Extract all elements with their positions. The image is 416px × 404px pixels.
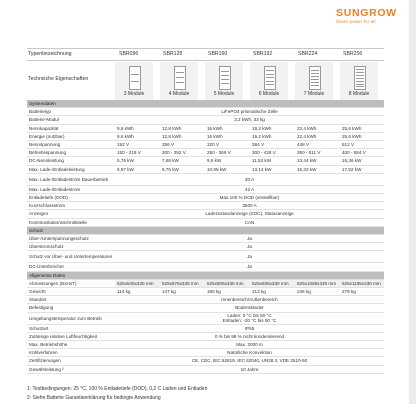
cell: 19,2 kWh	[250, 124, 295, 132]
module-cell	[295, 62, 333, 102]
cell: 400 - 584 V	[340, 149, 384, 157]
cell: 320 V	[205, 141, 250, 149]
table-row	[27, 210, 384, 218]
cell: 15,36 kW	[340, 157, 384, 165]
cell: 625x1065x330 mm	[295, 279, 340, 287]
cell: 180 kg	[205, 288, 250, 296]
table-row	[27, 108, 384, 116]
row-label: Schutz vor Über- und Untertemperaturen	[27, 251, 115, 263]
cell: 16 kWh	[205, 124, 250, 132]
section-title: Systemdaten	[27, 100, 384, 108]
table-row	[27, 341, 384, 349]
cell: 8,76 kW	[160, 165, 205, 173]
cell: 256 V	[160, 141, 205, 149]
model-label: SBR192	[253, 51, 273, 57]
cell: 512 V	[340, 141, 384, 149]
cell: 17,52 kW	[340, 165, 384, 173]
cell: 22,4 kWh	[295, 132, 340, 140]
module-count: 6 Module	[258, 91, 280, 97]
row-value: Ladezustandanzeige (SOC), Statusanzeige	[115, 210, 384, 218]
table-row	[27, 185, 384, 193]
table-row	[27, 243, 384, 251]
row-value: Bodenständer	[115, 304, 384, 312]
model-label: SBR160	[208, 51, 228, 57]
row-value: 0 % bis 95 % nicht kondensierend	[115, 332, 384, 340]
module-cell	[340, 62, 378, 102]
table-row	[27, 349, 384, 357]
type-designation-label: Typenbezeichnung	[28, 51, 72, 57]
cell: 625x805x330 mm	[205, 279, 250, 287]
row-label: Befestigung	[27, 304, 115, 312]
cell: 147 kg	[160, 288, 205, 296]
battery-stack-icon	[219, 66, 231, 90]
table-row	[27, 157, 384, 165]
row-label: Kurzschlussstrom	[27, 202, 115, 210]
table-row	[27, 279, 384, 287]
cell: 192 V	[115, 141, 160, 149]
cell: 13,44 kW	[295, 157, 340, 165]
row-label: Über-/Unterspannungsschutz	[27, 235, 115, 243]
module-cell	[160, 62, 198, 102]
row-label: Max. Lade-/Entladestrom	[27, 185, 115, 193]
module-count: 5 Module	[213, 91, 235, 97]
cell: 625x1195x330 mm	[340, 279, 384, 287]
table-row	[27, 173, 384, 185]
cell: 350 - 511 V	[295, 149, 340, 157]
cell: 13,14 kW	[250, 165, 295, 173]
cell: 5,76 kW	[115, 157, 160, 165]
section-header-general	[27, 271, 384, 279]
table-row	[27, 263, 384, 271]
cell: 448 V	[295, 141, 340, 149]
table-row	[27, 312, 384, 324]
cell: 7,68 kW	[160, 157, 205, 165]
cell: 279 kg	[340, 288, 384, 296]
section-header-protection	[27, 226, 384, 234]
table-row	[27, 194, 384, 202]
cell: 150 - 219 V	[115, 149, 160, 157]
row-label: Kommunikationsschnittstelle	[27, 218, 115, 226]
cell: 6,57 kW	[115, 165, 160, 173]
table-row	[27, 165, 384, 173]
row-value	[115, 312, 384, 324]
table-row	[27, 251, 384, 263]
cell: 25,6 kWh	[340, 132, 384, 140]
row-label: Abmessungen (BxHxT)	[27, 279, 115, 287]
row-label: Batterie-Modul	[27, 116, 115, 124]
row-label: Zulässige relative Luftfeuchtigkeit	[27, 332, 115, 340]
cell: 12,8 kWh	[160, 124, 205, 132]
row-label: DC-Unterbrecher	[27, 263, 115, 271]
row-value: 3500 A	[115, 202, 384, 210]
cell: 10,95 kW	[205, 165, 250, 173]
table-row	[27, 304, 384, 312]
row-label: Standort	[27, 296, 115, 304]
cell: 12,8 kWh	[160, 132, 205, 140]
battery-stack-icon	[354, 66, 366, 90]
cell: 25,6 kWh	[340, 124, 384, 132]
battery-stack-icon	[309, 66, 321, 90]
row-value: Ja	[115, 263, 384, 271]
row-label: Nennspannung	[27, 141, 115, 149]
table-row	[27, 141, 384, 149]
cell: 625x675x330 mm	[160, 279, 205, 287]
cell: 19,2 kWh	[250, 132, 295, 140]
row-label: Anzeigen	[27, 210, 115, 218]
row-value: Innenbereich/Außenbereich	[115, 296, 384, 304]
table-row	[27, 132, 384, 140]
table-row	[27, 124, 384, 132]
row-value: Max. 2000 m	[115, 341, 384, 349]
table-row	[27, 149, 384, 157]
spec-table	[27, 100, 384, 374]
row-label: Betriebsspannung	[27, 149, 115, 157]
row-label: Max. Lade-/Entladestrom Dauerbetrieb	[27, 173, 115, 185]
table-row	[27, 365, 384, 373]
row-label: Gewährleistung ²	[27, 365, 115, 373]
row-value: Max.100 % DOD (einstellbar)	[115, 194, 384, 202]
table-row	[27, 288, 384, 296]
row-value: CE, CEC, IEC 62619, IEC 62040, UN38.3, VDE 2510-50	[115, 357, 384, 365]
table-row	[27, 202, 384, 210]
footnote: 1: Testbedingungen: 25 °C, 100 % Entladetiefe (DOD), 0,2 C Laden und Entladen	[27, 386, 208, 392]
row-label: DC-Nennleistung	[27, 157, 115, 165]
row-value: 3,2 kWh, 33 kg	[115, 116, 384, 124]
row-label: Batterietyp	[27, 108, 115, 116]
row-label: Nennkapazität	[27, 124, 115, 132]
row-label: Zertifizierungen	[27, 357, 115, 365]
row-label: Schutzart	[27, 324, 115, 332]
row-value: 10 Jahre	[115, 365, 384, 373]
row-value: 30 A	[115, 173, 384, 185]
table-row	[27, 218, 384, 226]
row-value: Ja	[115, 243, 384, 251]
row-value: Ja	[115, 251, 384, 263]
row-value: LiFePO4 prismatische Zelle	[115, 108, 384, 116]
cell: 15,33 kW	[295, 165, 340, 173]
cell: 9,6 kWh	[115, 124, 160, 132]
row-label: Überstromschutz	[27, 243, 115, 251]
table-row	[27, 332, 384, 340]
cell: 384 V	[250, 141, 295, 149]
table-row	[27, 235, 384, 243]
footnote: 2: Siehe Batterie Garantieerklärung für bedingte Anwendung	[27, 395, 161, 401]
module-count: 4 Module	[168, 91, 190, 97]
module-count: 8 Module	[348, 91, 370, 97]
table-row	[27, 324, 384, 332]
section-title: Allgemeine Daten	[27, 271, 384, 279]
section-header-system	[27, 100, 384, 108]
battery-stack-icon	[264, 66, 276, 90]
row-label: Kühlverfahren	[27, 349, 115, 357]
cell: 114 kg	[115, 288, 160, 296]
brand-name: SUNGROW	[336, 7, 397, 19]
model-label: SBR256	[343, 51, 363, 57]
module-cell	[115, 62, 153, 102]
row-value: Natürliche Konvektion	[115, 349, 384, 357]
sungrow-logo	[336, 8, 398, 25]
row-label: Energie (nutzbar)	[27, 132, 115, 140]
cell: 200 - 292 V	[160, 149, 205, 157]
module-cell	[250, 62, 288, 102]
row-label: Umgebungstemperatur zum Betrieb	[27, 312, 115, 324]
row-value: 42 A	[115, 185, 384, 193]
module-count: 7 Module	[303, 91, 325, 97]
table-row	[27, 296, 384, 304]
row-label: Gewicht	[27, 288, 115, 296]
brand-slogan: Clean power for all	[336, 19, 376, 24]
row-value: IP55	[115, 324, 384, 332]
row-value: Ja	[115, 235, 384, 243]
cell: 16 kWh	[205, 132, 250, 140]
model-header-row	[27, 49, 384, 59]
tech-properties-row	[27, 62, 384, 102]
cell: 11,52 kW	[250, 157, 295, 165]
cell: 300 - 438 V	[250, 149, 295, 157]
cell: 625x545x330 mm	[115, 279, 160, 287]
table-row	[27, 357, 384, 365]
cell: 625x935x330 mm	[250, 279, 295, 287]
cell: 246 kg	[295, 288, 340, 296]
module-cell	[205, 62, 243, 102]
scrollbar[interactable]	[409, 0, 416, 404]
cell: 250 - 365 V	[205, 149, 250, 157]
charge-temp: Laden: 0 °C bis 50 °C	[227, 312, 272, 318]
cell: 9,6 kW	[205, 157, 250, 165]
table-row	[27, 116, 384, 124]
cell: 213 kg	[250, 288, 295, 296]
section-title: Schutz	[27, 226, 384, 234]
model-label: SBR224	[298, 51, 318, 57]
model-label: SBR096	[119, 51, 139, 57]
cell: 9,6 kWh	[115, 132, 160, 140]
row-label: Max. Lade-/Entladeleistung	[27, 165, 115, 173]
row-value: CAN	[115, 218, 384, 226]
battery-stack-icon	[129, 66, 141, 90]
battery-stack-icon	[174, 66, 186, 90]
tech-properties-label: Technische Eigenschaften	[28, 76, 89, 82]
cell: 22,4 kWh	[295, 124, 340, 132]
discharge-temp: Entladen: -20 °C bis 50 °C	[222, 318, 277, 324]
module-count: 3 Module	[123, 91, 145, 97]
row-label: Max. Betriebshöhe	[27, 341, 115, 349]
divider	[27, 60, 384, 61]
row-label: Entladetiefe (DOD)	[27, 194, 115, 202]
model-label: SBR128	[163, 51, 183, 57]
